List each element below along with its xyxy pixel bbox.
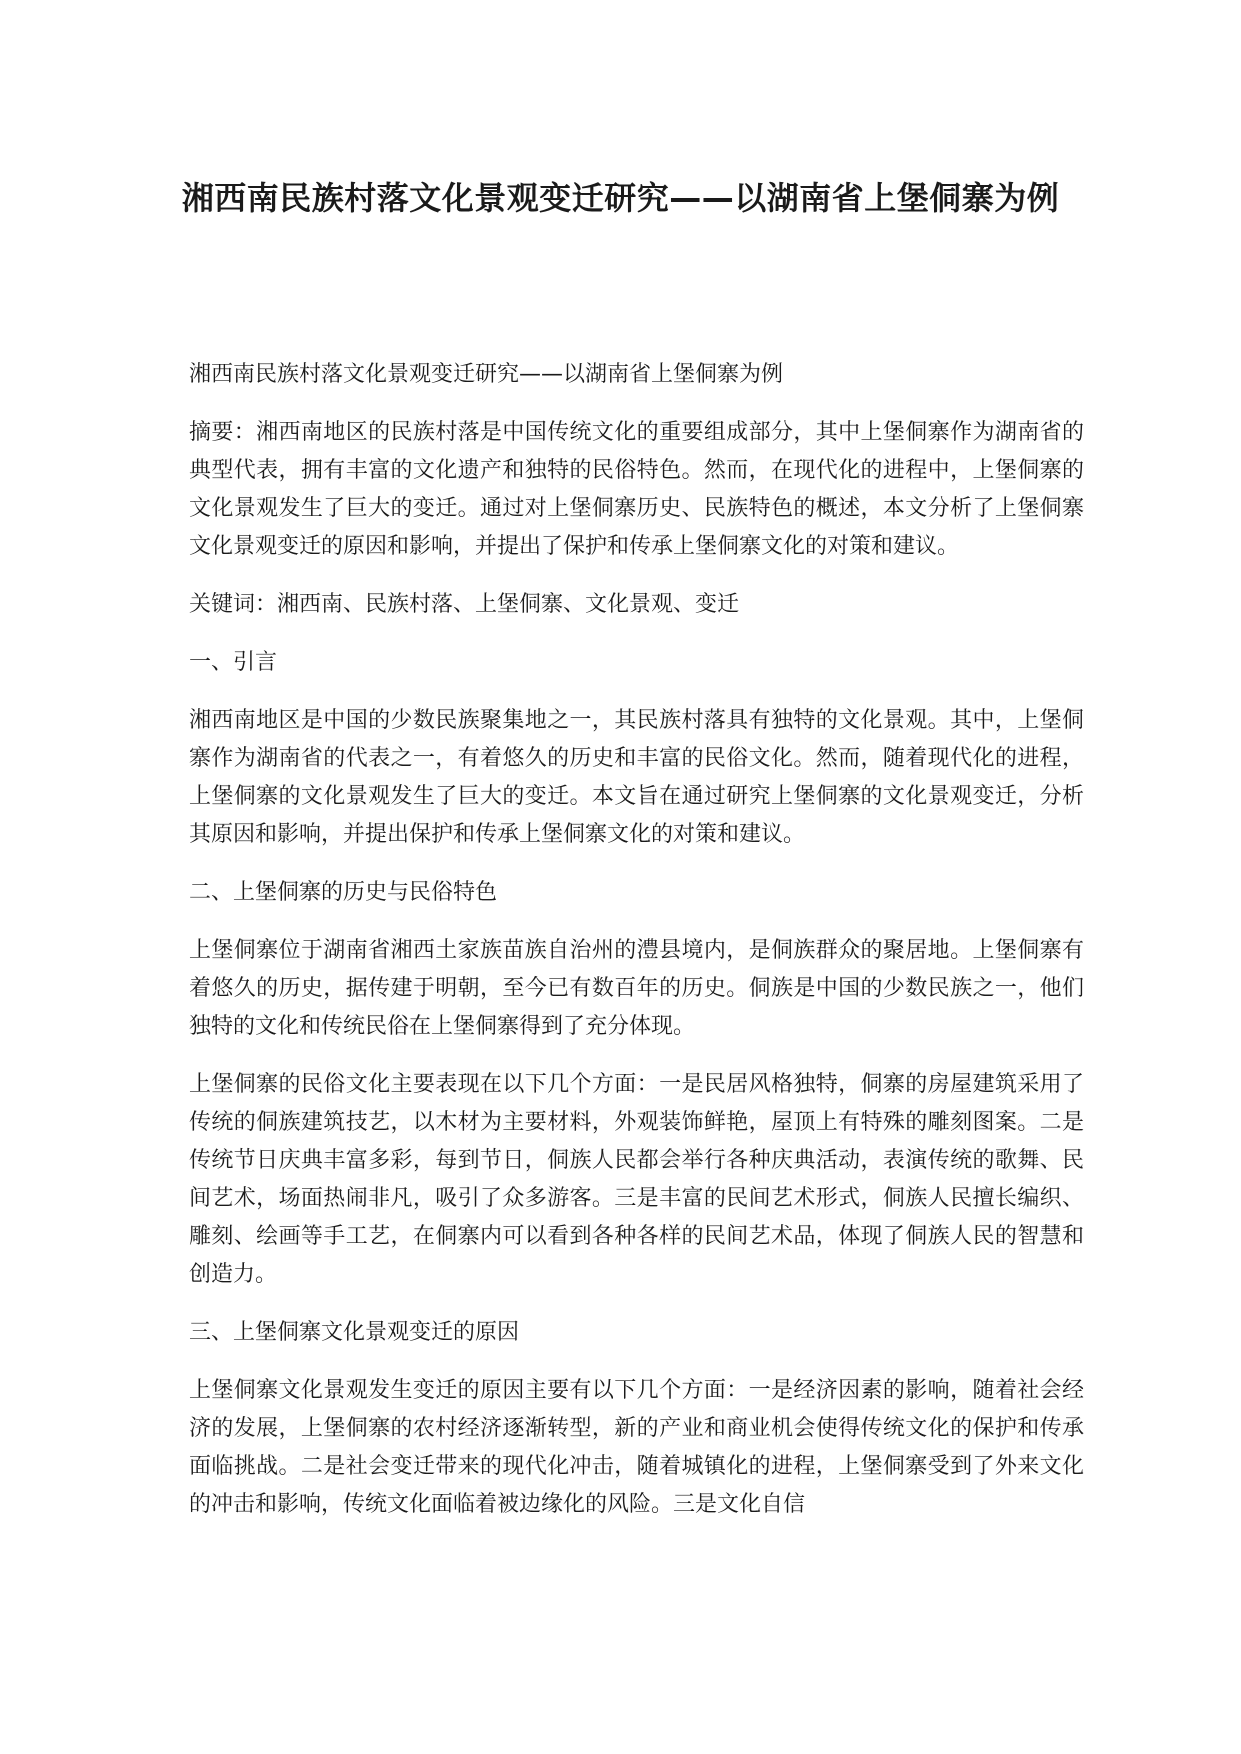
abstract-paragraph: 摘要：湘西南地区的民族村落是中国传统文化的重要组成部分，其中上堡侗寨作为湖南省的典型代表，拥有丰富的文化遗产和独特的民俗特色。然而，在现代化的进程中，上堡侗寨的文化景观发生了巨大的变迁。通过对上堡侗寨历史、民族特色的概述，本文分析了上堡侗寨文化景观变迁的原因和影响，并提出了保护和传承上堡侗寨文化的对策和建议。 [189,420,1084,559]
subtitle-paragraph: 湘西南民族村落文化景观变迁研究——以湖南省上堡侗寨为例 [189,362,784,387]
section-heading-history: 二、上堡侗寨的历史与民俗特色 [189,880,498,905]
history-paragraph: 上堡侗寨位于湖南省湘西土家族苗族自治州的澧县境内，是侗族群众的聚居地。上堡侗寨有着悠久的历史，据传建于明朝，至今已有数百年的历史。侗族是中国的少数民族之一，他们独特的文化和传统民俗在上堡侗寨得到了充分体现。 [189,938,1084,1039]
introduction-paragraph: 湘西南地区是中国的少数民族聚集地之一，其民族村落具有独特的文化景观。其中，上堡侗寨作为湖南省的代表之一，有着悠久的历史和丰富的民俗文化。然而，随着现代化的进程，上堡侗寨的文化景观发生了巨大的变迁。本文旨在通过研究上堡侗寨的文化景观变迁，分析其原因和影响，并提出保护和传承上堡侗寨文化的对策和建议。 [189,708,1084,847]
section-heading-causes: 三、上堡侗寨文化景观变迁的原因 [189,1320,520,1345]
section-heading-introduction: 一、引言 [189,650,278,675]
document-body [189,356,1084,1544]
document-title: 湘西南民族村落文化景观变迁研究——以湖南省上堡侗寨为例 [181,179,1060,217]
causes-paragraph: 上堡侗寨文化景观发生变迁的原因主要有以下几个方面：一是经济因素的影响，随着社会经济的发展，上堡侗寨的农村经济逐渐转型，新的产业和商业机会使得传统文化的保护和传承面临挑战。二是社会变迁带来的现代化冲击，随着城镇化的进程，上堡侗寨受到了外来文化的冲击和影响，传统文化面临着被边缘化的风险。三是文化自信 [189,1378,1084,1517]
keywords-paragraph: 关键词：湘西南、民族村落、上堡侗寨、文化景观、变迁 [189,592,740,617]
folk-culture-paragraph: 上堡侗寨的民俗文化主要表现在以下几个方面：一是民居风格独特，侗寨的房屋建筑采用了传统的侗族建筑技艺，以木材为主要材料，外观装饰鲜艳，屋顶上有特殊的雕刻图案。二是传统节日庆典丰富多彩，每到节日，侗族人民都会举行各种庆典活动，表演传统的歌舞、民间艺术，场面热闹非凡，吸引了众多游客。三是丰富的民间艺术形式，侗族人民擅长编织、雕刻、绘画等手工艺，在侗寨内可以看到各种各样的民间艺术品，体现了侗族人民的智慧和创造力。 [189,1072,1084,1287]
